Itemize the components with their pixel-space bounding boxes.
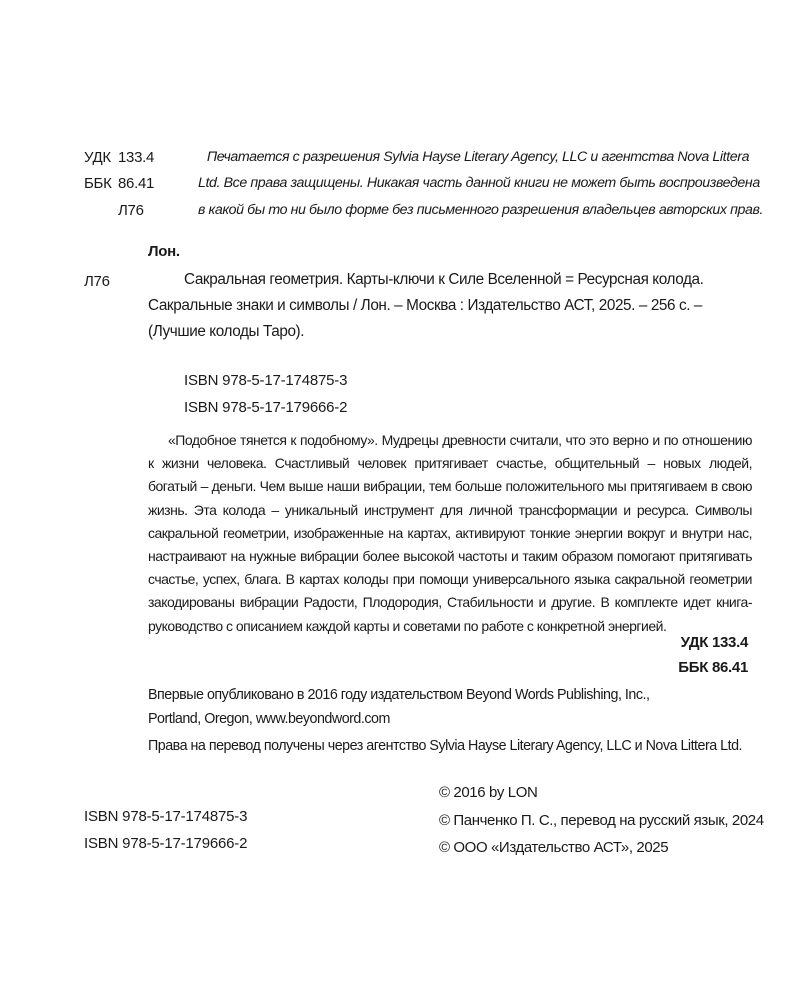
first-published-line-2: Portland, Oregon, www.beyondword.com [148,711,390,727]
bbk-value: 86.41 [118,175,155,192]
permission-notice-line-3: в какой бы то ни было форме без письменного разрешения владельцев авторских прав. [198,202,764,218]
catalog-description: Сакральная геометрия. Карты-ключи к Силе Вселенной = Ресурсная колода. Сакральные знаки и символы / Лон. – Москва : Издательство АСТ, 2025. – 256 с. – (Лучшие колоды Таро). [148,271,704,340]
first-published-line-1: Впервые опубликовано в 2016 году издательством Beyond Words Publishing, Inc., [148,687,650,703]
entry-isbn-2: ISBN 978-5-17-179666-2 [184,399,348,416]
annotation-paragraph: «Подобное тянется к подобному». Мудрецы древности считали, что это верно и по отношению к жизни человека. Счастливый человек притягивает счастье, общительный – новых людей, богатый – деньги. Чем выше наши вибрации, тем больше положительного мы притягиваем в свою жизнь. Эта колода – уникальный инструмент для личной трансформации и ресурса. Символы сакральной геометрии, изображенные на картах, активируют тонкие энергии вокруг и внутри нас, настраивают на нужные вибрации более высокой частоты и таким образом помогают притягивать счастье, успех, блага. В картах колоды при помощи универсального языка сакральной геометрии закодированы вибрации Радости, Плодородия, Стабильности и другие. В комплекте идет книга-руководство с описанием каждой карты и советами по работе с конкретной энергией. [148,432,752,634]
rights-line: Права на перевод получены через агентство Sylvia Hayse Literary Agency, LLC и Nova Littera Ltd. [148,738,742,754]
bbk-label: ББК [84,175,112,192]
udk-value: 133.4 [118,149,155,166]
author-heading: Лон. [148,243,180,260]
bottom-isbn-2: ISBN 978-5-17-179666-2 [84,835,248,852]
permission-notice-line-1: Печатается с разрешения Sylvia Hayse Literary Agency, LLC и агентства Nova Littera [206,149,750,165]
copyright-line-3: © ООО «Издательство АСТ», 2025 [439,839,669,856]
udk-label: УДК [84,149,111,166]
copyright-line-1: © 2016 by LON [439,784,538,801]
permission-notice-line-2: Ltd. Все права защищены. Никакая часть данной книги не может быть воспроизведена [198,175,760,191]
author-mark-entry: Л76 [84,273,110,290]
bottom-isbn-1: ISBN 978-5-17-174875-3 [84,808,248,825]
bbk-right: ББК 86.41 [678,659,748,676]
author-mark-top: Л76 [118,202,144,219]
entry-isbn-1: ISBN 978-5-17-174875-3 [184,372,348,389]
udk-right: УДК 133.4 [680,634,748,651]
copyright-line-2: © Панченко П. С., перевод на русский язык, 2024 [439,812,764,829]
